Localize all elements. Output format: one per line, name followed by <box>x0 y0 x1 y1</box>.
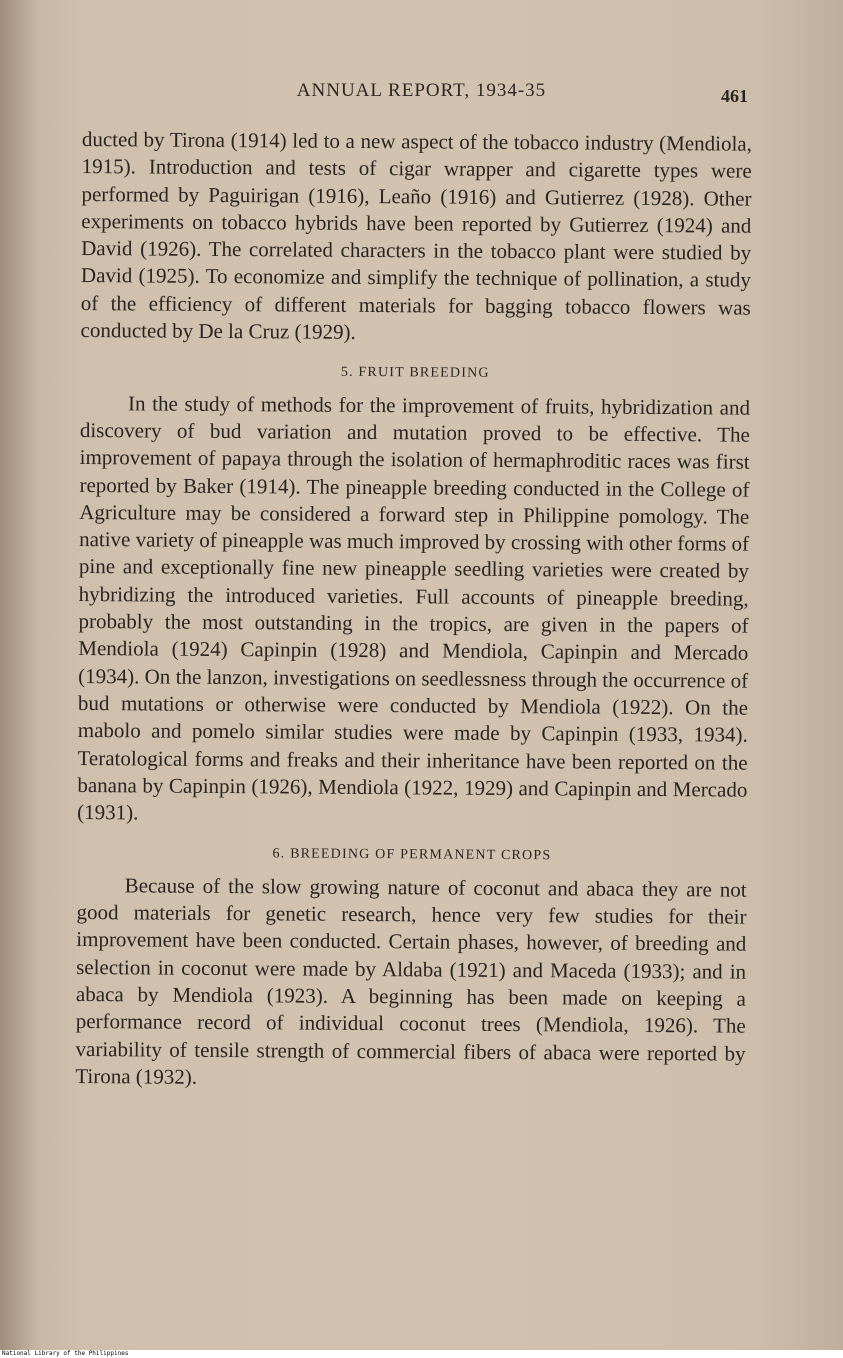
paragraph-fruit-breeding: In the study of methods for the improvement of fruits, hybridization and discovery of bud variation and mutation proved to be effective. The improvement of papaya through the isolation of hermaphroditic races was first reported by Baker (1914). The pineapple breeding conducted in the College of Agriculture may be considered a forward step in Philippine pomology. The native variety of pineapple was much improved by crossing with other forms of pine and exceptionally fine new pineapple seedling varieties were created by hybridizing the introduced varieties. Full accounts of pineapple breeding, probably the most outstanding in the tropics, are given in the papers of Mendiola (1924) Capinpin (1928) and Mendiola, Capinpin and Mercado (1934). On the lanzon, investigations on seedlessness through the occurrence of bud mutations or otherwise were conducted by Mendiola (1922). On the mabolo and pomelo similar studies were made by Capinpin (1933, 1934). Teratological forms and freaks and their inheritance have been reported on the banana by Capinpin (1926), Mendiola (1922, 1929) and Capinpin and Mercado (1931). <box>77 391 751 825</box>
library-credit: National Library of the Philippines <box>2 1350 129 1357</box>
paragraph-permanent-crops: Because of the slow growing nature of coconut and abaca they are not good materials for genetic research, hence very few studies for their improvement have been conducted. Certain phases, however, of breeding and selection in coconut were made by Aldaba (1921) and Maceda (1933); and in abaca by Mendiola (1923). A beginning has been made on keeping a performance record of individual coconut trees (Mendiola, 1926). The variability of tensile strength of commercial fibers of abaca were reported by Tirona (1932). <box>75 873 747 1089</box>
body-text <box>75 126 752 1095</box>
section-heading-fruit-breeding: 5. FRUIT BREEDING <box>340 365 490 382</box>
running-title: ANNUAL REPORT, 1934-35 <box>296 80 547 101</box>
paragraph-tobacco: ducted by Tirona (1914) led to a new aspect of the tobacco industry (Mendiola, 1915). Introduction and tests of cigar wrapper and cigarette types were performed by Paguirigan (1916), Leaño (1916) and Gutierrez (1928). Other experiments on tobacco hybrids have been reported by Gutierrez (1924) and David (1926). The correlated characters in the tobacco plant were studied by David (1925). To economize and simplify the technique of pollination, a study of the efficiency of different materials for bagging tobacco flowers was conducted by De la Cruz (1929). <box>80 126 752 344</box>
page-number: 461 <box>721 86 748 106</box>
section-heading-permanent-crops: 6. BREEDING OF PERMANENT CROPS <box>272 846 552 864</box>
footer-strip <box>0 1350 843 1358</box>
page-header <box>0 80 843 110</box>
